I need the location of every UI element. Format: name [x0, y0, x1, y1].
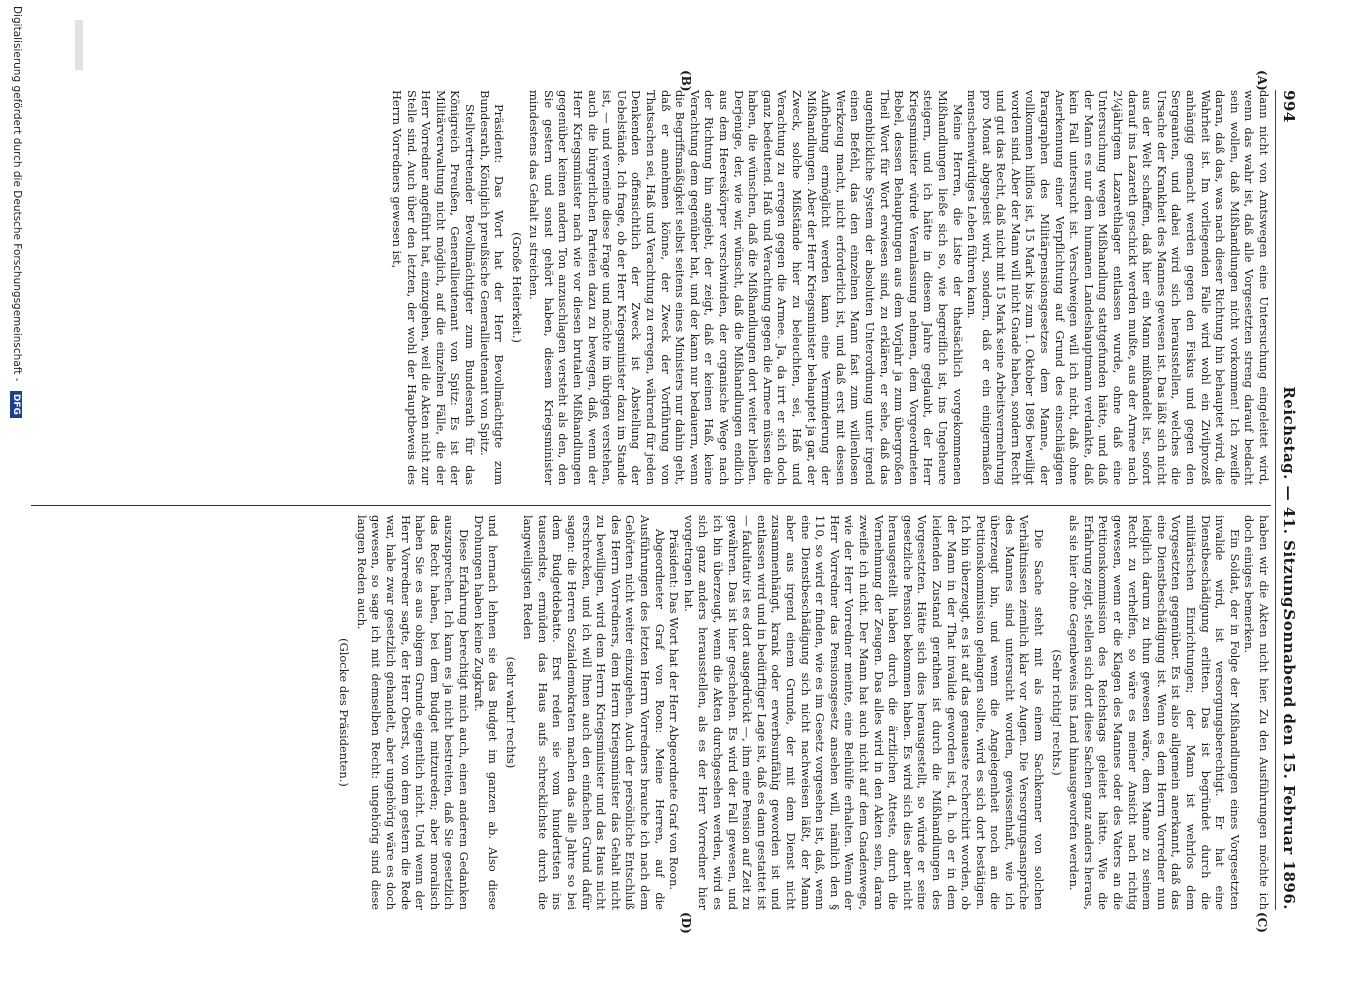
paragraph: Die Sache steht mit als einem Sachkenner von solchen Verhältnissen ziemlich klar vor Augen. Die Versorgungsansprüche des Mannes sind untersucht worden, gewissenhaft, wie ich überzeugt bin, und wenn die Angelegenheit noch an die Petitionskommission gelangen sollte, wird es sich dort bestätigen. Ich bin überzeugt, es ist auf das genaueste recherchirt worden, ob der Mann in der That invalide geworden ist, d. h. ob er in dem leidenden Zustand gerathen ist durch die Mißhandlungen des Vorgesetzten. Hätte sich dies herausgestellt, so würde er seine gesetzliche Pension bekommen haben. Es wird sich dies aber nicht herausgestellt haben durch die ärztlichen Atteste, durch die Vernehmung der Zeugen. Das alles wird in den Akten sein, daran zweifle ich nicht. Der Mann hat auch nicht auf dem Gnadenwege, wie der Herr Vorredner meinte, eine Beihülfe erhalten. Wenn der Herr Vorredner das Pensionsgesetz ansehen will, nämlich den § 110, so wird er finden, wie es im Gesetz vorgesehen ist, daß, wenn eine Dienstbeschädigung sich nicht nachweisen läßt, der Mann aber aus irgend einem Grunde, der mit dem Dienst nicht zusammenhängt, krank oder erwerbsunfähig geworden ist und entlassen wird und in bedürftiger Lage ist, daß es dann gestattet ist — fakultativ ist es dort ausgedrückt —, ihm eine Pension auf Zeit zu gewähren. Das ist hier geschehen. Es wird der Fall gewesen, und ich bin überzeugt, wenn die Akten durchgesehen werden, wird es sich ganz anders herausstellen, als es der Herr Vorredner hier vorgetragen hat.: [681, 515, 1047, 910]
paragraph: Präsident: Das Wort hat der Herr Bevollmächtigte zum Bundesrath, Königlich preußische Generallieutenant von Spitz.: [477, 90, 507, 485]
paragraph: Präsident: Das Wort hat der Herr Abgeordnete Graf von Roon.: [667, 529, 682, 891]
interjection: (Glocke des Präsidenten.): [337, 638, 352, 787]
paragraph: haben wir die Akten nicht hier. Zu den Ausführungen möchte ich doch einiges bemerken.: [1242, 515, 1271, 910]
margin-marker-c: (C): [1255, 912, 1269, 933]
paragraph: Abgeordneter Graf von Roon: Meine Herren, auf die Ausführungen des letzten Herrn Vorredners brauche ich nach dem Gehörten nicht weiter einzugehen. Auch der persönliche Entschluß des Herrn Vorredners, dem Herrn Kriegsminister das Gehalt nicht zu bewilligen, wird dem Herrn Kriegsminister und das Haus nicht erschrecken, und ich will Ihnen auch den einfachen Grund dafür sagen: die Herren Sozialdemokraten machen das alle Jahre so bei dem Budgetdebatte. Erst reden sie vom hundertsten ins tausendste, ermüden das Haus aufs schrecklichste durch die langweiligsten Reden: [521, 515, 667, 910]
paragraph: und hernach lehnen sie das Budget im ganzen ab. Also diese Drohungen haben keine Zugkraft.: [471, 515, 501, 910]
margin-marker-b: (B): [679, 70, 693, 92]
digitization-footer: [5, 0, 23, 1000]
margin-marker-d: (D): [679, 912, 693, 934]
margin-marker-a: (A): [1255, 70, 1269, 91]
paragraph: dann nicht von Amtswegen eine Untersuchung eingeleitet wird, wenn das wahr ist, daß alle Vorgesetzten streng darauf bedacht sein wollen, daß Mißhandlungen nicht vorkommen! Ich zweifle daran, daß das, was nach dieser Richtung hin behauptet wird, die Wahrheit ist. Im vorliegenden Falle wird wohl ein Zivilprozeß anhängig gemacht werden gegen den Fiskus und gegen den Sergeanten, und dabei wird sich herausstellen, welches die Ursache der Krankheit des Mannes gewesen ist. Das läßt sich nicht aus der Welt schaffen, daß hier ein Mann mißhandelt ist, sofort darauf ins Lazareth geschickt werden mußte, aus der Armee nach 2¼jährigem Lazarethlager entlassen wurde, ohne daß eine Untersuchung wegen Mißhandlung stattgefunden hätte, und daß der Mann es nur dem humanen Landeshauptmann verdankte, daß kein Fall untersucht ist. Verschweigen will ich nicht, daß ohne Anerkennung einer Verpflichtung auf Grund des einschlägigen Paragraphen des Militärpensionsgesetzes dem Manne, der vollkommen hilflos ist, 15 Mark bis zum 1. Oktober 1896 bewilligt worden sind. Aber der Mann will nicht Gnade haben, sondern Recht und gut das Recht, daß nicht mit 15 Mark seine Arbeitsvermehrung pro Monat abgespeist wird, sondern, daß er ein einigermaßen menschenwürdiges Leben führen kann.: [965, 90, 1271, 485]
session-date: Sonnabend den 15. Februar 1896.: [1280, 609, 1298, 910]
paragraph: Diese Erfahrung berechtigt mich auch, einen anderen Gedanken auszusprechen. Ich kann es ja nicht bestreiten, daß Sie gesetzlich das Recht haben, bei dem Budget mitzureden; aber moralisch haben Sie es aus obigem Grunde eigentlich nicht. Und wenn der Herr Vorredner sagte, der Herr Oberst, von dem gestern die Rede war, habe zwar gesetzlich gehandelt, aber ungehörig wäre es doch gewesen, so sage ich mit demselben Recht: ungehörig sind diese langen Reden auch.: [354, 515, 471, 910]
scan-smudge: [75, 20, 83, 70]
paragraph: Ein Soldat, der in Folge der Mißhandlungen eines Vorgesetzten invalide wird, ist versorgungsberechtigt. Er hat eine Dienstbeschädigung erlitten. Das ist begründet durch die militärischen Einrichtungen; der Mann ist wehrlos dem Vorgesetzten gegenüber. Es ist also allgemein anerkannt, daß das eine Dienstbeschädigung ist. Wenn es dem Herrn Vorredner nun lediglich darum zu thun gewesen wäre, dem Manne zu seinem Recht zu verhelfen, so wäre es meiner Ansicht nach richtig gewesen, wenn er die Klagen des Mannes oder des Vaters an die Petitionskommission des Reichstags geleitet hätte. Wie die Erfahrung zeigt, stellen sich dort diese Sachen ganz anders heraus, als sie hier ohne Gegenbeweis ins Land hinausgeworfen werden.: [1067, 515, 1242, 910]
paragraph: Stellvertretender Bevollmächtigter zum Bundesrath für das Königreich Preußen, Generallieutenant von Spitz: Es ist der Militärverwaltung nicht möglich, auf die einzelnen Fälle, die der Herr Vorredner angeführt hat, einzugehen, weil die Akten nicht zur Stelle sind. Auch über den letzten, der wohl der Hauptbeweis des Herrn Vorredners gewesen ist,: [389, 90, 477, 485]
page-header: [1275, 90, 1298, 910]
page-number: 994: [1280, 90, 1298, 123]
paragraph: Meine Herren, die Liste der thatsächlich vorgekommenen Mißhandlungen ließe sich so, wie begreiflich ist, ins Ungeheure steigern, und ich hätte in diesem Jahre geglaubt, der Herr Kriegsminister würde Veranlassung nehmen, dem Vorgeordneten Bebel, dessen Behauptungen aus dem Vorjahr ja zum übergroßen Theil Wort für Wort erwiesen sind, zu erklären, er sehe, daß das augenblickliche System der absoluten Unterordnung unter irgend einen Befehl, das den einzelnen Mann fast zum willenlosen Werkzeug macht, nicht erforderlich ist, und daß erst mit dessen Aufhebung ermöglicht werden kann eine Verminderung der Mißhandlungen. Aber der Herr Kriegsminister behauptet ja gar, der Zweck, solche Mißstände hier zu beleuchten, sei, Haß und Verachtung zu erregen gegen die Armee. Ja, da irrt er sich doch ganz bedeutend. Haß und Verachtung gegen die Armee müssen die haben, die wünschen, daß die Mißhandlungen dort weiter bleiben. Derjenige, der, wie wir, wünscht, daß die Mißhandlungen endlich aus dem Heereskörper verschwinden, der organische Wege nach der Richtung hin angiebt, der zeigt, daß er keinen Haß, keine Verachtung dem gegenüber hat, und der kann nur bedauern, wenn die Begriffsmäßigkeit selbst seitens eines Ministers nur dahin geht, daß er annehmen könne, der Zweck der Vorführung von Thatsachen sei, Haß und Verachtung zu erregen, während für jeden Denkenden offensichtlich der Zweck ist Abstellung der Uebelstände. Ich frage, ob der Herr Kriegsminister dazu im Stande ist, — und verneine diese Frage und möchte im übrigen verstehen, auch die bürgerlichen Parteien dazu zu bewegen, daß, wenn der Herr Kriegsminister nach wie vor diesen brutalen Mißhandlungen gegenüber keinen andern Ton anzuschlagen versteht als den, den Sie gestern und sonst gehört haben, diesem Kriegsminister mindestens das Gehalt zu streichen.: [527, 90, 965, 485]
interjection: (Große Heiterkeit.): [509, 232, 524, 343]
right-column: [334, 515, 1271, 910]
footer-text: Digitalisierung gefördert durch die Deutsche Forschungsgemeinschaft -: [11, 6, 23, 382]
column-divider: [31, 505, 1271, 506]
left-column: [389, 90, 1271, 485]
interjection: (sehr wahr! rechts): [503, 656, 518, 769]
interjection: (Sehr richtig! rechts.): [1049, 649, 1064, 776]
dfg-logo: DFG: [10, 391, 22, 418]
session-title: Reichstag. — 41. Sitzung.: [1280, 386, 1298, 614]
